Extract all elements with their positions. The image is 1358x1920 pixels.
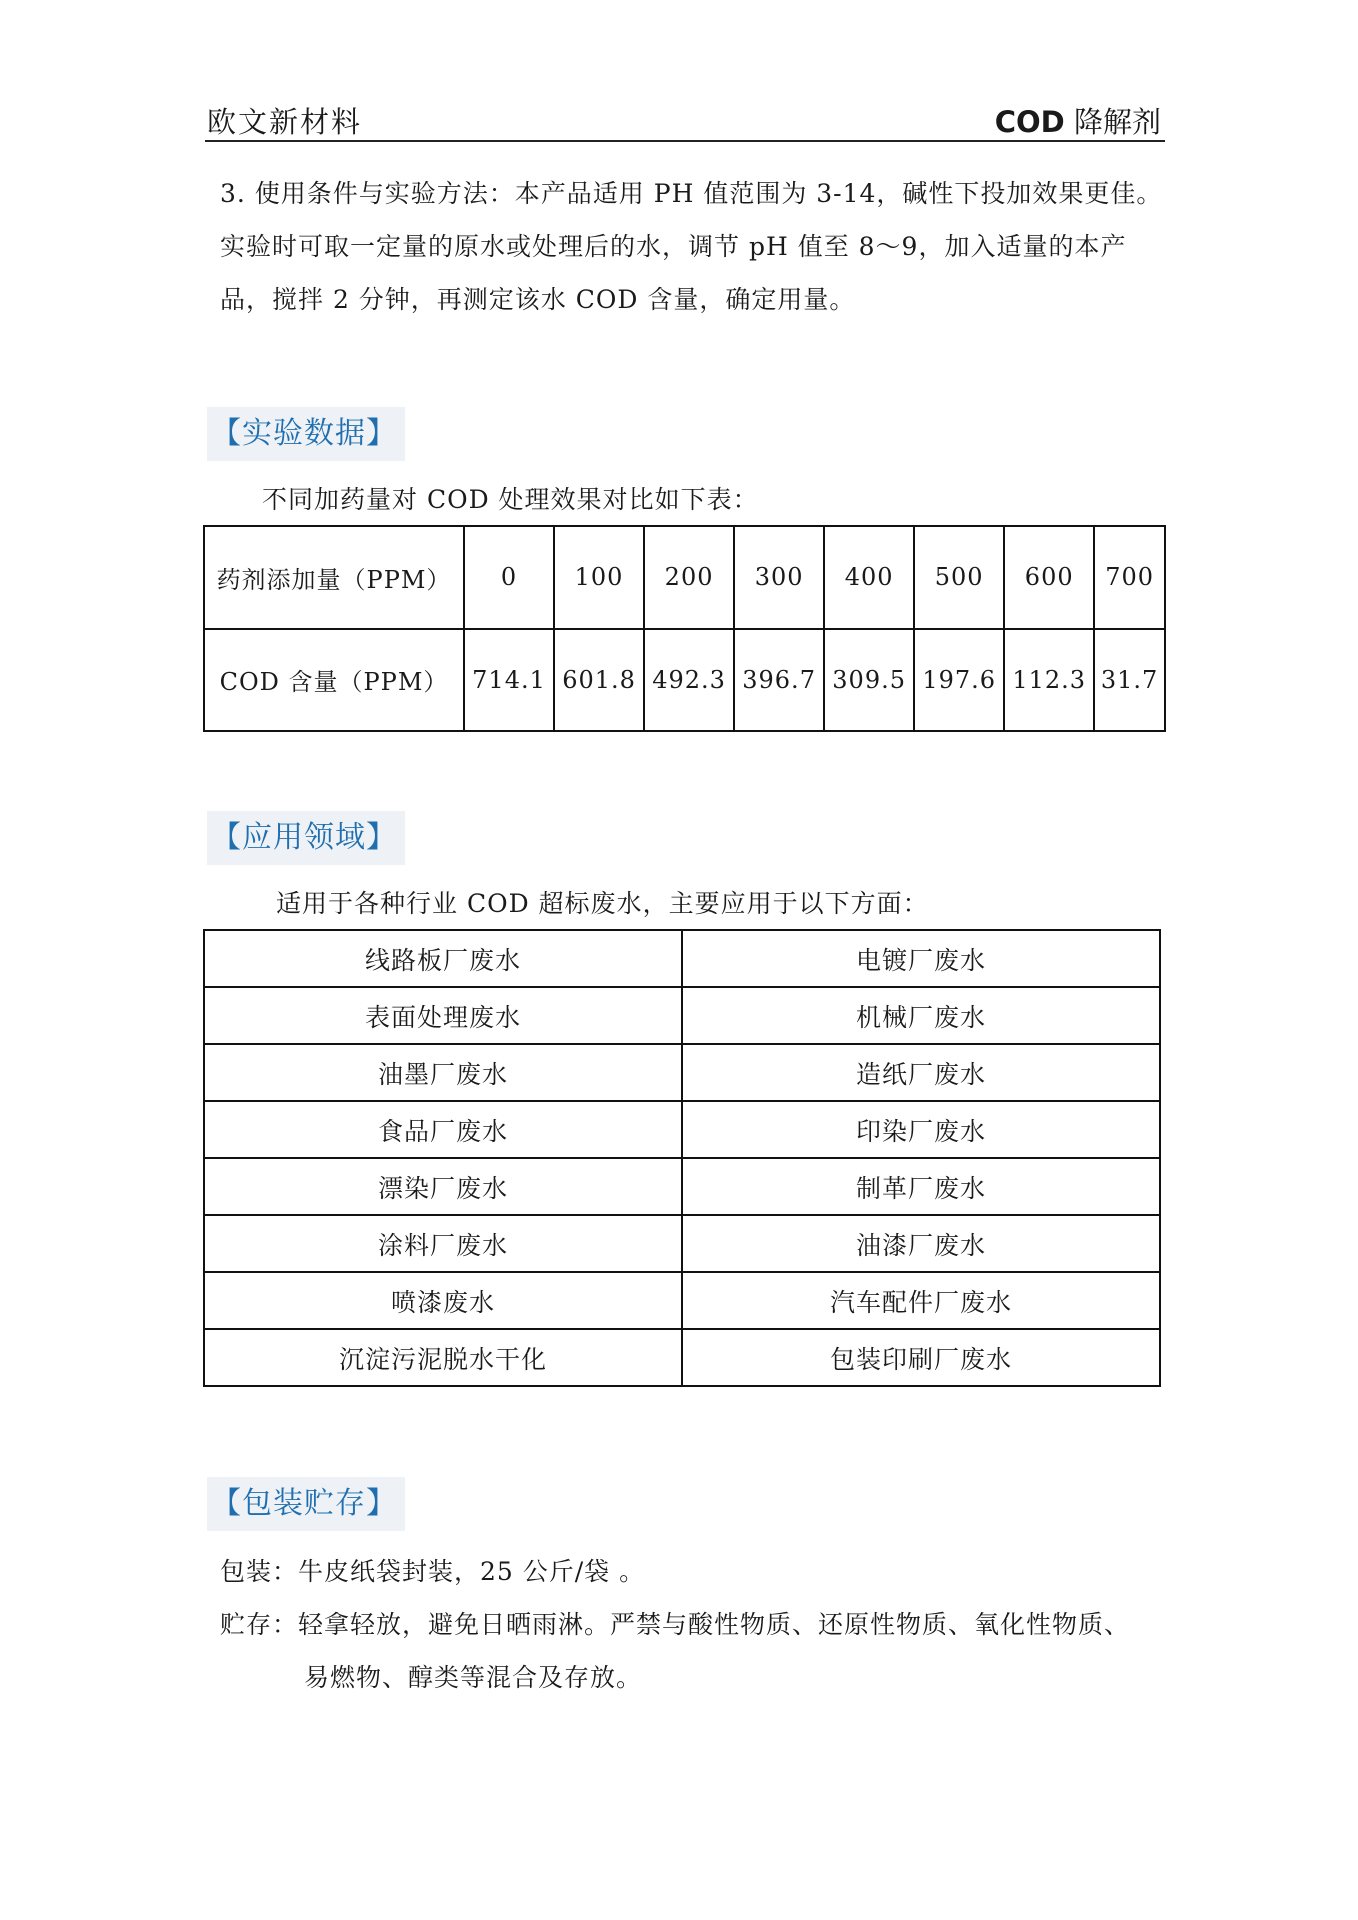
application-cell: 食品厂废水 [204, 1101, 682, 1158]
application-cell: 制革厂废水 [682, 1158, 1160, 1215]
table-row [204, 1044, 1160, 1101]
table-row [204, 629, 1165, 732]
table-row [204, 987, 1160, 1044]
application-cell: 包装印刷厂废水 [682, 1329, 1160, 1386]
application-cell: 造纸厂废水 [682, 1044, 1160, 1101]
section-title-applications: 【应用领域】 [207, 811, 405, 865]
row-label-dosage: 药剂添加量（PPM） [204, 526, 464, 629]
section-title-experiment: 【实验数据】 [207, 407, 405, 461]
application-cell: 表面处理废水 [204, 987, 682, 1044]
cod-cell: 31.7 [1094, 629, 1165, 732]
table-row [204, 930, 1160, 987]
usage-paragraph [220, 167, 1165, 326]
application-cell: 电镀厂废水 [682, 930, 1160, 987]
dosage-cell: 600 [1004, 526, 1094, 629]
section-title-packaging: 【包装贮存】 [207, 1477, 405, 1531]
application-cell: 涂料厂废水 [204, 1215, 682, 1272]
table-row [204, 1158, 1160, 1215]
table-row [204, 1272, 1160, 1329]
table-row [204, 1329, 1160, 1386]
dosage-cell: 300 [734, 526, 824, 629]
table-row [204, 526, 1165, 629]
application-cell: 印染厂废水 [682, 1101, 1160, 1158]
table-row [204, 1215, 1160, 1272]
table-row [204, 1101, 1160, 1158]
dosage-cell: 700 [1094, 526, 1165, 629]
cod-cell: 396.7 [734, 629, 824, 732]
application-cell: 线路板厂废水 [204, 930, 682, 987]
cod-cell: 492.3 [644, 629, 734, 732]
cod-cell: 112.3 [1004, 629, 1094, 732]
application-cell: 油漆厂废水 [682, 1215, 1160, 1272]
product-title [995, 100, 1161, 141]
product-code: COD [994, 105, 1065, 139]
usage-line: 3. 使用条件与实验方法：本产品适用 PH 值范围为 3-14，碱性下投加效果更佳。 [220, 179, 1163, 208]
dosage-cell: 400 [824, 526, 914, 629]
application-cell: 喷漆废水 [204, 1272, 682, 1329]
usage-line: 实验时可取一定量的原水或处理后的水，调节 pH 值至 8～9，加入适量的本产 [220, 232, 1127, 261]
company-name: 欧文新材料 [207, 105, 363, 139]
dosage-cell: 100 [554, 526, 644, 629]
cod-cell: 197.6 [914, 629, 1004, 732]
storage-line: 贮存：轻拿轻放，避免日晒雨淋。严禁与酸性物质、还原性物质、氧化性物质、 [220, 1610, 1131, 1639]
experiment-intro: 不同加药量对 COD 处理效果对比如下表： [262, 485, 759, 514]
cod-cell: 309.5 [824, 629, 914, 732]
product-name: 降解剂 [1073, 105, 1161, 139]
dosage-cell: 0 [464, 526, 554, 629]
dosage-cell: 500 [914, 526, 1004, 629]
packing-line: 包装：牛皮纸袋封装，25 公斤/袋 。 [220, 1557, 646, 1586]
applications-intro: 适用于各种行业 COD 超标废水，主要应用于以下方面： [276, 889, 929, 918]
page-header [205, 94, 1165, 142]
application-cell: 汽车配件厂废水 [682, 1272, 1160, 1329]
applications-table [203, 929, 1161, 1387]
application-cell: 沉淀污泥脱水干化 [204, 1329, 682, 1386]
experiment-table [203, 525, 1166, 732]
cod-cell: 601.8 [554, 629, 644, 732]
usage-line: 品，搅拌 2 分钟，再测定该水 COD 含量，确定用量。 [220, 285, 856, 314]
application-cell: 漂染厂废水 [204, 1158, 682, 1215]
row-label-cod: COD 含量（PPM） [204, 629, 464, 732]
storage-line: 易燃物、醇类等混合及存放。 [304, 1663, 643, 1692]
dosage-cell: 200 [644, 526, 734, 629]
application-cell: 油墨厂废水 [204, 1044, 682, 1101]
packaging-text [220, 1545, 1130, 1704]
application-cell: 机械厂废水 [682, 987, 1160, 1044]
cod-cell: 714.1 [464, 629, 554, 732]
